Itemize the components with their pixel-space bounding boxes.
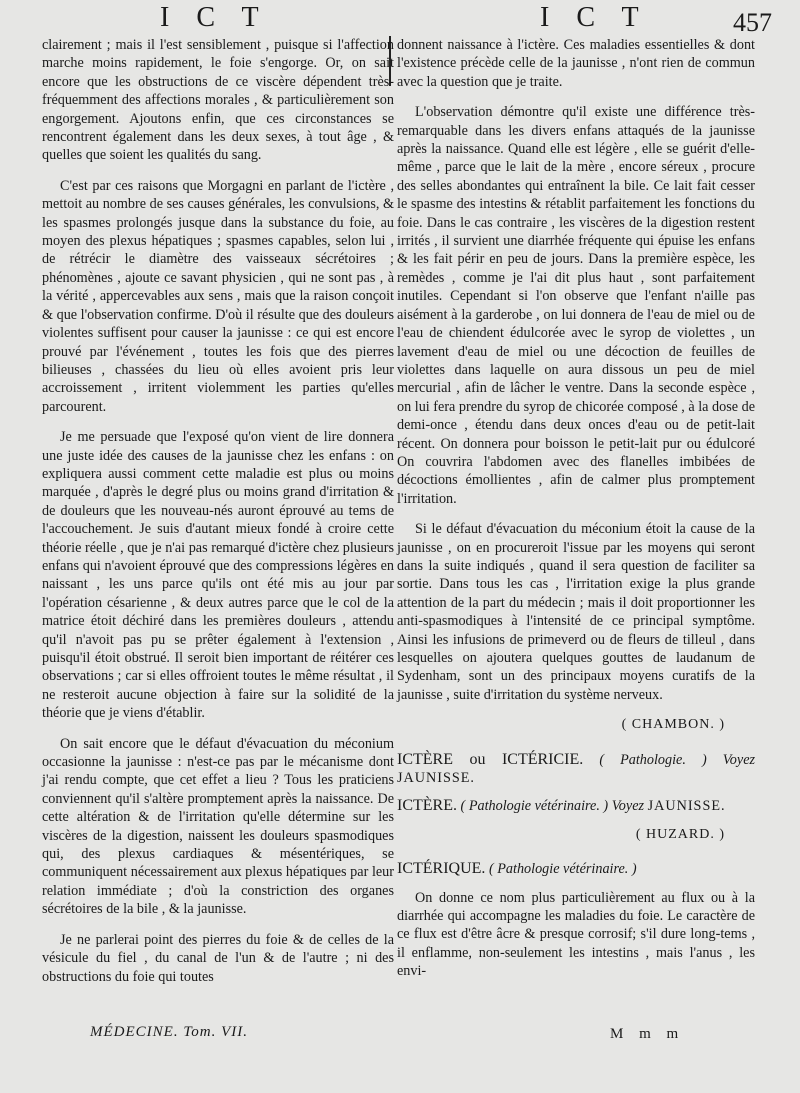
entry-category: ( Pathologie vétérinaire. ) [460, 798, 609, 815]
entry-target: JAUNISSE. [647, 798, 726, 815]
entry-headword: ICTÈRE ou ICTÉRICIE. [397, 750, 584, 768]
right-column [397, 36, 755, 993]
signature-mark: M m m [610, 1026, 685, 1042]
running-head-right: I C T [540, 2, 649, 33]
page-number: 457 [733, 8, 772, 37]
dictionary-entry [397, 797, 755, 815]
paragraph: L'observation démontre qu'il existe une différence très-remarquable dans les divers enfans attaqués de la jaunisse après la naissance. Quand elle est légère , elle se guérit d'elle-même , parce que le lait de la mère , encore séreux , procure des selles abondantes qui entraînent la bile. Ce lait fait cesser le spasme des intestins & rétablit parfaitement les fonctions du foie. Dans le cas contraire , les viscères de la digestion restent irrités , il survient une diarrhée fréquente qui épuise les enfans & les fait périr en peu de jours. Dans la première espèce, les remèdes , comme je l'ai dit plus haut , sont parfaitement inutiles. Cependant si l'on observe que l'enfant n'aille pas aisément à la garderobe , on lui donnera de l'eau de miel ou de l'eau de chiendent édulcorée avec le syrop de violettes , un lavement d'eau de miel ou une décoction de feuilles de violettes dans laquelle on aura dissous un peu de miel mercurial , afin de lâcher le ventre. Dans la seconde espèce , on lui fera prendre du syrop de chicorée composé , à la dose de demi-once , étendu dans deux onces d'eau ou de petit-lait récent. On donnera pour boisson le petit-lait pur ou édulcoré On couvrira l'abdomen avec des flanelles imbibées de décoctions émollientes , afin de calmer plus promptement l'irritation. [397, 104, 755, 507]
entry-xref: Voyez [611, 798, 645, 815]
paragraph: Je me persuade que l'exposé qu'on vient de lire donnera une juste idée des causes de la jaunisse chez les enfans : on expliquera aussi comment cette maladie est plus ou moins marquée , d'après le degré plus ou moins grand d'irritation & de douleurs que les nouveau-nés auront éprouvé au tems de l'accouchement. Je suis d'autant mieux fondé à croire cette théorie réelle , que je n'ai pas remarqué d'ictère chez plusieurs enfans qui n'avoient éprouvé que des compressions légères en naissant , les uns parce qu'ils ont été mis au jour par l'opération césarienne , & deux autres parce que le col de la matrice étoit déchiré dans les premières douleurs , attendu qu'il n'avoit pas pu se prêter également à l'extension , puisqu'il étoit obstrué. Il seroit bien important de réitérer ces observations ; car si elles offroient toutes le même résultat , il ne resteroit aucune objection à faire sur la solidité de la théorie que je viens d'établir. [42, 429, 394, 722]
paragraph: On donne ce nom plus particulièrement au flux ou à la diarrhée qui accompagne les maladies du foie. Le caractère de ce flux est d'être âcre & presque corrosif; s'il dure long-tems , il enflamme, non-seulement les intestins , mais l'anus , les envi- [397, 889, 755, 980]
dictionary-entry [397, 860, 755, 878]
paragraph: Si le défaut d'évacuation du méconium étoit la cause de la jaunisse , on en procureroit l'issue par les moyens qui seront dans la suite indiqués , quand il sera question de faciliter sa sortie. Dans tous les cas , l'irritation exige la plus grande attention de la part du médecin ; mais il doit proportionner les anti-spasmodiques à l'intensité de ce principal symptôme. Ainsi les infusions de primeverd ou de fleurs de tilleul , dans lesquelles on ajoutera quelques gouttes de laudanum de Sydenham, sont un des principaux moyens curatifs de la jaunisse , suite d'irritation du système nerveux. [397, 521, 755, 703]
paragraph: clairement ; mais il l'est sensiblement , puisque si l'affection marche moins rapidement, le foie s'engorge. Or, on sait encore que les obstructions de ce viscère dépendent très-fréquemment des affections morales , & particulièrement son engorgement. Ajoutons enfin, que ces circonstances se rencontrent également dans les deux sexes, à tout âge , & quelles que soient les qualités du sang. [42, 37, 394, 164]
running-head-left: I C T [160, 2, 269, 33]
left-column [42, 36, 394, 998]
volume-footer: MÉDECINE. Tom. VII. [90, 1024, 249, 1040]
author-signature: ( HUZARD. ) [635, 826, 725, 842]
paragraph: C'est par ces raisons que Morgagni en parlant de l'ictère , mettoit au nombre de ses causes générales, les convulsions, & les spasmes prolongés jusque dans la substance du foie, au moyen des plexus hépatiques ; spasmes capables, selon lui , de rétrécir le diamètre des vaisseaux sécrétoires ; phénomènes , ajoute ce savant physicien , qui ne sont pas , à la vérité , appercevables aux sens , mais que la raison conçoit & que l'observation confirme. D'où il résulte que des douleurs violentes suffisent pour causer la jaunisse : ce qui est encore prouvé par l'événement , toutes les fois que des pierres bilieuses , chassées du lieu où elles avoient pris leur accroissement , irritent violemment les parties qu'elles parcourent. [42, 177, 394, 415]
entry-headword: ICTÈRE. [397, 797, 457, 815]
author-signature: ( CHAMBON. ) [621, 717, 725, 733]
paragraph: On sait encore que le défaut d'évacuation du méconium occasionne la jaunisse : n'est-ce pas par le mécanisme dont j'ai rendu compte, que cet effet a lieu ? Tous les praticiens conviennent qu'il s'altère promptement après la naissance. De cette altération & de l'irritation qu'elle détermine sur les viscères de la digestion, naissent les douleurs spasmodiques qui, des plexus cardiaques & mésentériques, se communiquent nécessairement aux plexus hépatiques par leur relation immédiate ; d'où la constriction des organes sécrétoires de la bile , & la jaunisse. [42, 735, 394, 918]
entry-category: ( Pathologie. ) [599, 751, 707, 768]
entry-headword: ICTÉRIQUE. [397, 860, 486, 878]
entry-xref: Voyez [722, 751, 756, 768]
running-header [0, 0, 800, 40]
entry-target: JAUNISSE. [397, 770, 475, 787]
dictionary-entry [397, 751, 755, 788]
paragraph: Je ne parlerai point des pierres du foie & de celles de la vésicule du fiel , du canal de l'un & de l'autre ; ni des obstructions du foie qui toutes [42, 931, 394, 985]
entry-category: ( Pathologie vétérinaire. ) [488, 861, 637, 878]
paragraph: donnent naissance à l'ictère. Ces maladies essentielles & dont l'existence précède celle de la jaunisse , n'ont rien de commun avec la question que je traite. [397, 37, 755, 90]
